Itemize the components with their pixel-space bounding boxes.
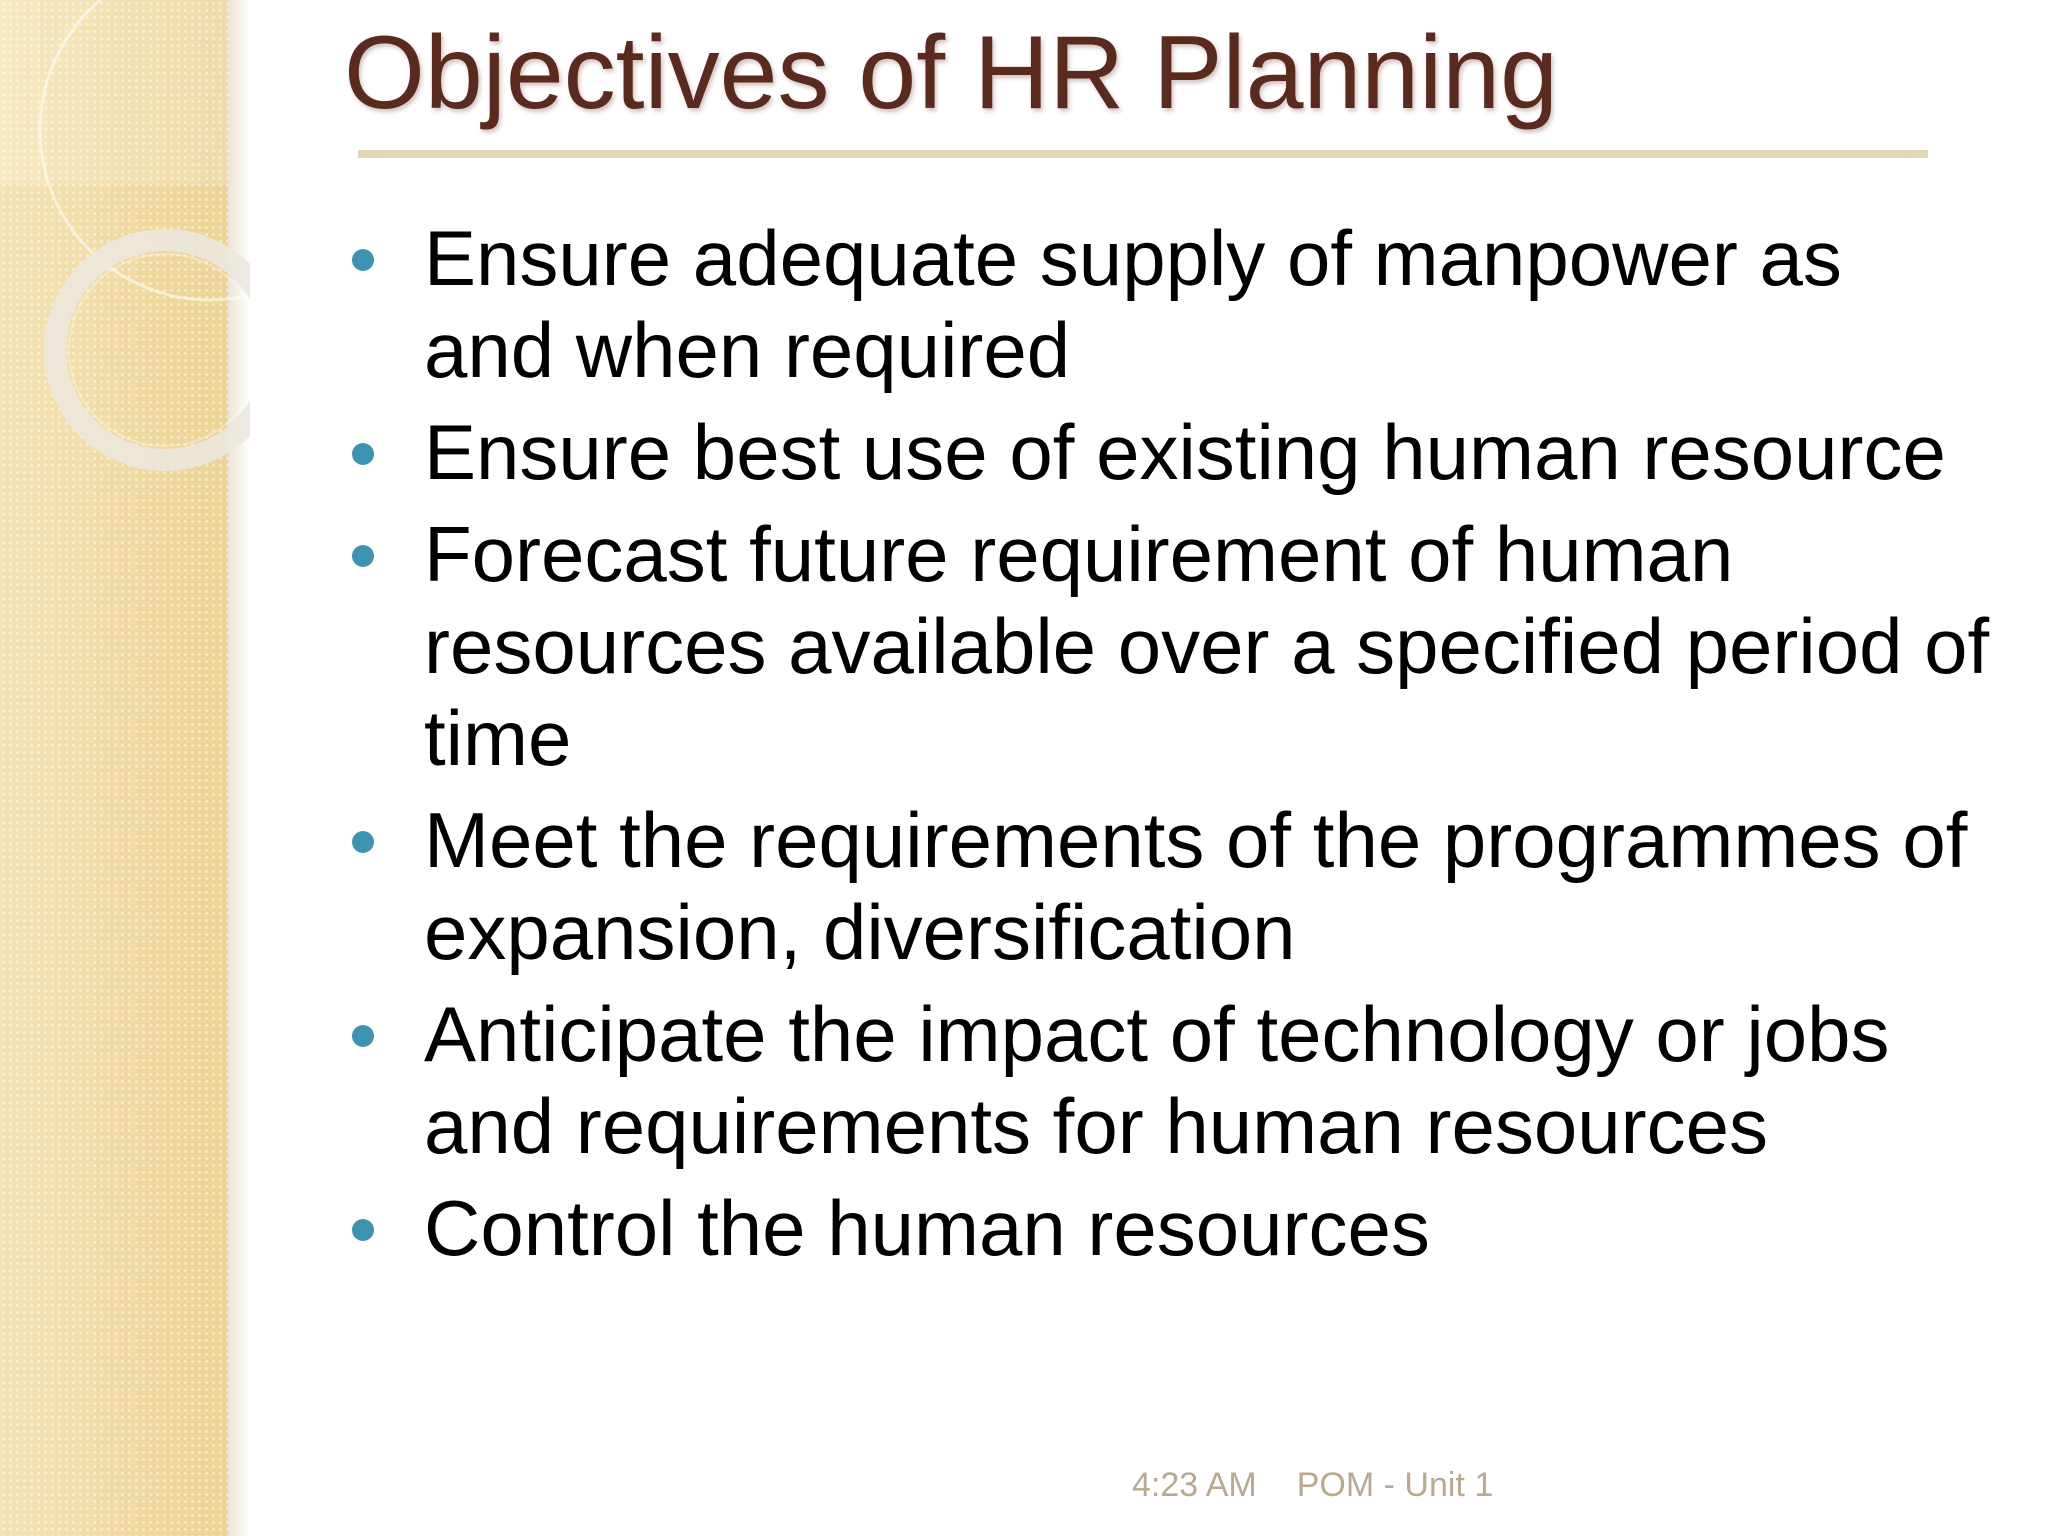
footer-time: 4:23 AM [1132, 1466, 1257, 1504]
bullet-icon [352, 831, 374, 853]
bullet-list [352, 212, 1992, 1284]
bullet-text: Meet the requirements of the programmes of expansion, diversification [424, 796, 1968, 976]
slide-title: Objectives of HR Planning [344, 15, 1558, 131]
bullet-icon [352, 545, 374, 567]
slide-footer [1132, 1466, 1493, 1505]
bullet-item [352, 406, 1992, 498]
bullet-icon [352, 1025, 374, 1047]
decorative-rings-icon [0, 0, 250, 520]
bullet-item [352, 212, 1992, 396]
bullet-text: Control the human resources [424, 1184, 1430, 1272]
bullet-icon [352, 1219, 374, 1241]
bullet-icon [352, 443, 374, 465]
bullet-item [352, 988, 1992, 1172]
title-underline [358, 150, 1928, 158]
bullet-item [352, 794, 1992, 978]
bullet-text: Ensure best use of existing human resource [424, 408, 1946, 496]
footer-label: POM - Unit 1 [1296, 1466, 1494, 1504]
bullet-item [352, 1182, 1992, 1274]
bullet-icon [352, 249, 374, 271]
bullet-text: Forecast future requirement of human resources available over a specified period of time [424, 510, 1990, 782]
bullet-text: Anticipate the impact of technology or jobs and requirements for human resources [424, 990, 1890, 1170]
bullet-item [352, 508, 1992, 784]
bullet-text: Ensure adequate supply of manpower as and when required [424, 214, 1842, 394]
